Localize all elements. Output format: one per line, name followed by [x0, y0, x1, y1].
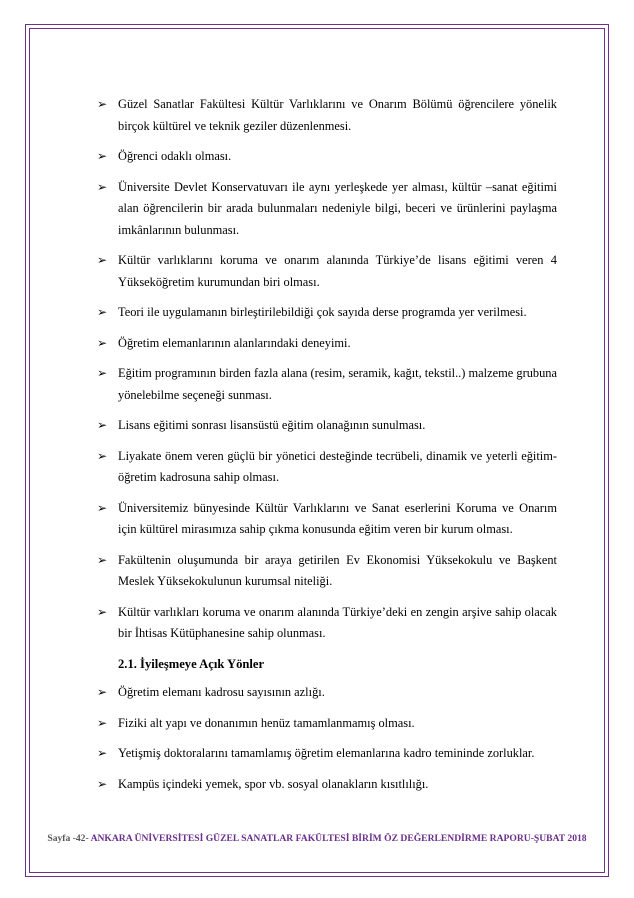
arrow-bullet-icon: ➢	[97, 418, 108, 432]
arrow-bullet-icon: ➢	[97, 685, 108, 699]
page-number: Sayfa -42-	[47, 833, 89, 844]
list-item-text: Fakültenin oluşumunda bir araya getirilen Ev Ekonomisi Yüksekokulu ve Başkent Meslek Yüksekokulunun kurumsal niteliği.	[118, 552, 557, 588]
arrow-bullet-icon: ➢	[97, 604, 108, 619]
list-item-text: Öğretim elemanı kadrosu sayısının azlığı.	[118, 685, 325, 699]
section-heading: 2.1. İyileşmeye Açık Yönler	[118, 656, 265, 671]
list-item-text: Kültür varlıklarını koruma ve onarım alanında Türkiye’de lisans eğitimi veren 4 Yükseköğretim kurumundan biri olması.	[118, 253, 557, 289]
arrow-bullet-icon: ➢	[97, 97, 108, 111]
list-item-text: Lisans eğitimi sonrası lisansüstü eğitim olanağının sunulması.	[118, 418, 426, 432]
list-item-text: Üniversite Devlet Konservatuvarı ile aynı yerleşkede yer alması, kültür –sanat eğitimi alan öğrencilerin bir arada bulunmaları nedeniyle bilgi, beceri ve ürünlerini paylaşma imkânlarının bulunması.	[118, 179, 557, 237]
list-item-text: Üniversitemiz bünyesinde Kültür Varlıklarını ve Sanat eserlerini Koruma ve Onarım için kültürel mirasımıza sahip çıkma konusunda eğitim veren bir kurum olması.	[118, 500, 557, 536]
list-item	[97, 713, 557, 735]
list-item	[97, 446, 557, 489]
list-item	[97, 94, 557, 137]
list-item	[97, 250, 557, 293]
list-item	[97, 743, 557, 765]
improvement-list	[97, 682, 557, 795]
arrow-bullet-icon: ➢	[97, 715, 108, 730]
list-item	[97, 177, 557, 242]
list-item-text: Teori ile uygulamanın birleştirilebildiği çok sayıda derse programda yer verilmesi.	[118, 305, 527, 319]
list-item	[97, 363, 557, 406]
arrow-bullet-icon: ➢	[97, 776, 108, 791]
list-item-text: Kültür varlıkları koruma ve onarım alanında Türkiye’deki en zengin arşive sahip olacak bir İhtisas Kütüphanesine sahip olunması.	[118, 604, 557, 640]
list-item-text: Eğitim programının birden fazla alana (resim, seramik, kağıt, tekstil..) malzeme grubuna yönelebilme seçeneği sunması.	[118, 366, 557, 402]
list-item-text: Güzel Sanatlar Fakültesi Kültür Varlıklarını ve Onarım Bölümü öğrencilere yönelik birçok kültürel ve teknik geziler düzenlenmesi.	[118, 97, 557, 133]
arrow-bullet-icon: ➢	[97, 149, 108, 163]
arrow-bullet-icon: ➢	[97, 305, 108, 319]
list-item-text: Liyakate önem veren güçlü bir yönetici desteğinde tecrübeli, dinamik ve yeterli eğitim-öğretim kadrosuna sahip olması.	[118, 448, 557, 484]
list-item	[97, 302, 557, 324]
list-item	[97, 415, 557, 437]
list-item	[97, 498, 557, 541]
arrow-bullet-icon: ➢	[97, 253, 108, 267]
list-item-text: Fiziki alt yapı ve donanımın henüz tamamlanmamış olması.	[118, 715, 415, 730]
list-item	[97, 550, 557, 593]
arrow-bullet-icon: ➢	[97, 335, 108, 350]
arrow-bullet-icon: ➢	[97, 552, 108, 567]
list-item-text: Kampüs içindeki yemek, spor vb. sosyal olanakların kısıtlılığı.	[118, 776, 429, 791]
list-item-text: Öğrenci odaklı olması.	[118, 149, 232, 163]
strengths-list	[97, 94, 557, 645]
list-item	[97, 682, 557, 704]
list-item	[97, 774, 557, 796]
list-item	[97, 602, 557, 645]
list-item-text: Yetişmiş doktoralarını tamamlamış öğretim elemanlarına kadro temininde zorluklar.	[118, 746, 535, 760]
arrow-bullet-icon: ➢	[97, 366, 108, 380]
arrow-bullet-icon: ➢	[97, 448, 108, 463]
list-item	[97, 146, 557, 168]
arrow-bullet-icon: ➢	[97, 500, 108, 515]
arrow-bullet-icon: ➢	[97, 179, 108, 194]
footer-title: ANKARA ÜNİVERSİTESİ GÜZEL SANATLAR FAKÜLTESİ BİRİM ÖZ DEĞERLENDİRME RAPORU-ŞUBAT 2018	[90, 833, 587, 844]
document-body	[97, 94, 557, 804]
list-item	[97, 333, 557, 355]
list-item-text: Öğretim elemanlarının alanlarındaki deneyimi.	[118, 335, 351, 350]
arrow-bullet-icon: ➢	[97, 746, 108, 760]
page-footer	[0, 833, 634, 844]
